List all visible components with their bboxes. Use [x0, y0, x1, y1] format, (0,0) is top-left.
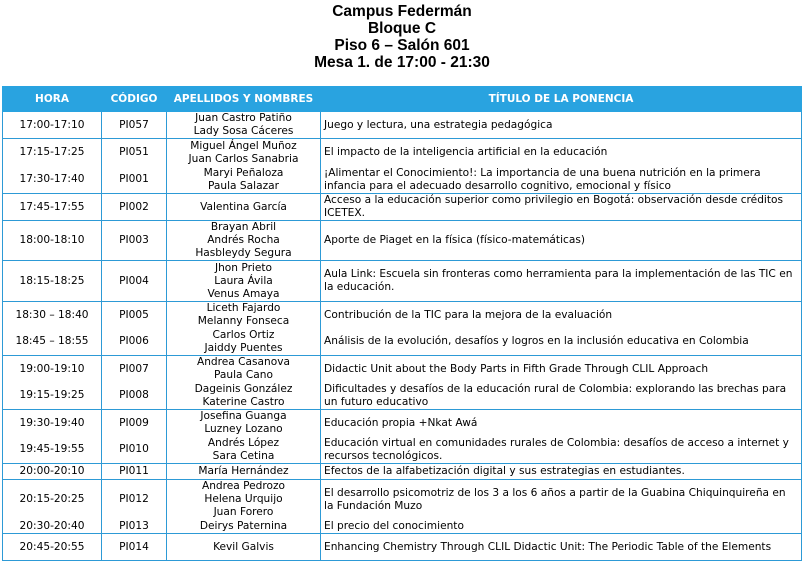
- cell-codigo: PI008: [102, 383, 167, 410]
- table-row: [3, 410, 802, 437]
- cell-nombres: [167, 221, 321, 261]
- cell-titulo: Acceso a la educación superior como privilegio en Bogotá: observación desde créditos ICETEX.: [321, 194, 802, 221]
- cell-titulo: Didactic Unit about the Body Parts in Fifth Grade Through CLIL Approach: [321, 356, 802, 383]
- cell-nombres: [167, 167, 321, 194]
- cell-titulo: Educación propia +Nkat Awá: [321, 410, 802, 437]
- cell-hora: 17:15-17:25: [3, 139, 102, 167]
- presenter-name: Lady Sosa Cáceres: [193, 125, 294, 137]
- cell-nombres: [167, 480, 321, 520]
- table-row: [3, 167, 802, 194]
- cell-codigo: PI001: [102, 167, 167, 194]
- table-row: [3, 221, 802, 261]
- cell-codigo: PI057: [102, 112, 167, 139]
- presenter-name: Deirys Paternina: [199, 519, 288, 532]
- presenter-name: Carlos Ortiz: [212, 328, 275, 341]
- cell-titulo: Aporte de Piaget en la física (físico-matemáticas): [321, 221, 802, 261]
- cell-nombres: [167, 356, 321, 383]
- presenter-name: Dageinis González: [194, 382, 293, 395]
- cell-nombres: [167, 194, 321, 221]
- column-header-titulo: TÍTULO DE LA PONENCIA: [321, 87, 802, 112]
- cell-hora: 18:30 – 18:40: [3, 302, 102, 329]
- cell-hora: 20:45-20:55: [3, 534, 102, 561]
- table-row: [3, 112, 802, 139]
- cell-nombres: [167, 139, 321, 167]
- cell-titulo: ¡Alimentar el Conocimiento!: La importancia de una buena nutrición en la primera infancia para el adecuado desarrollo cognitivo, emocional y físico: [321, 167, 802, 194]
- cell-nombres: [167, 520, 321, 534]
- cell-codigo: PI009: [102, 410, 167, 437]
- schedule-rows: [3, 112, 802, 561]
- presenter-name: Liceth Fajardo: [206, 302, 281, 315]
- cell-codigo: PI004: [102, 261, 167, 302]
- session-title: Mesa 1. de 17:00 - 21:30: [314, 54, 490, 71]
- cell-titulo: Aula Link: Escuela sin fronteras como herramienta para la implementación de las TIC en la educación.: [321, 261, 802, 302]
- cell-codigo: PI012: [102, 480, 167, 520]
- presenter-name: Andrés López: [207, 436, 280, 449]
- cell-titulo: El precio del conocimiento: [321, 520, 802, 534]
- campus-title: Campus Federmán: [332, 3, 472, 20]
- cell-codigo: PI014: [102, 534, 167, 561]
- cell-codigo: PI051: [102, 139, 167, 167]
- presenter-name: Venus Amaya: [207, 287, 280, 300]
- schedule-table: [2, 86, 802, 561]
- cell-hora: 19:00-19:10: [3, 356, 102, 383]
- table-row: [3, 464, 802, 480]
- cell-nombres: [167, 534, 321, 561]
- table-row: [3, 383, 802, 410]
- table-row: [3, 356, 802, 383]
- cell-nombres: [167, 437, 321, 464]
- presenter-name: Andrea Casanova: [196, 356, 291, 369]
- cell-hora: 18:15-18:25: [3, 261, 102, 302]
- presenter-name: Brayan Abril: [210, 221, 277, 233]
- presenter-name: Melanny Fonseca: [197, 315, 290, 328]
- cell-nombres: [167, 410, 321, 437]
- presenter-name: Paula Salazar: [208, 179, 279, 192]
- presenter-name: Kevil Galvis: [213, 540, 274, 553]
- table-row: [3, 194, 802, 221]
- cell-titulo: Análisis de la evolución, desafíos y logros en la inclusión educativa en Colombia: [321, 329, 802, 356]
- cell-titulo: El desarrollo psicomotriz de los 3 a los 6 años a partir de la Guabina Chiquinquireña en la Fundación Muzo: [321, 480, 802, 520]
- cell-codigo: PI010: [102, 437, 167, 464]
- cell-codigo: PI007: [102, 356, 167, 383]
- document-header: [0, 0, 804, 71]
- cell-codigo: PI002: [102, 194, 167, 221]
- presenter-name: María Hernández: [198, 465, 289, 477]
- presenter-name: Jhon Prieto: [214, 261, 273, 274]
- cell-hora: 20:00-20:10: [3, 464, 102, 480]
- table-row: [3, 139, 802, 167]
- cell-hora: 19:30-19:40: [3, 410, 102, 437]
- cell-hora: 17:30-17:40: [3, 167, 102, 194]
- presenter-name: Juan Carlos Sanabria: [188, 152, 299, 165]
- table-row: [3, 520, 802, 534]
- cell-codigo: PI003: [102, 221, 167, 261]
- cell-nombres: [167, 329, 321, 356]
- floor-room-title: Piso 6 – Salón 601: [334, 37, 470, 54]
- table-row: [3, 437, 802, 464]
- cell-hora: 17:00-17:10: [3, 112, 102, 139]
- cell-hora: 19:15-19:25: [3, 383, 102, 410]
- cell-titulo: Efectos de la alfabetización digital y sus estrategias en estudiantes.: [321, 464, 802, 480]
- table-row: [3, 302, 802, 329]
- cell-hora: 20:15-20:25: [3, 480, 102, 520]
- presenter-name: Laura Ávila: [214, 274, 273, 287]
- presenter-name: Valentina García: [200, 200, 287, 213]
- table-row: [3, 329, 802, 356]
- table-row: [3, 261, 802, 302]
- presenter-name: Helena Urquijo: [204, 493, 283, 506]
- presenter-name: Miguel Ángel Muñoz: [190, 139, 297, 152]
- cell-hora: 19:45-19:55: [3, 437, 102, 464]
- cell-nombres: [167, 383, 321, 410]
- block-title: Bloque C: [367, 20, 437, 37]
- presenter-name: Josefina Guanga: [200, 410, 287, 423]
- cell-hora: 18:45 – 18:55: [3, 329, 102, 356]
- table-header-row: [3, 87, 802, 112]
- presenter-name: Juan Forero: [213, 506, 274, 519]
- column-header-codigo: CÓDIGO: [102, 87, 167, 112]
- cell-hora: 17:45-17:55: [3, 194, 102, 221]
- cell-nombres: [167, 112, 321, 139]
- cell-titulo: Enhancing Chemistry Through CLIL Didactic Unit: The Periodic Table of the Elements: [321, 534, 802, 561]
- presenter-name: Andrea Pedrozo: [201, 480, 286, 493]
- table-row: [3, 534, 802, 561]
- cell-titulo: Educación virtual en comunidades rurales de Colombia: desafíos de acceso a internet y recursos tecnológicos.: [321, 437, 802, 464]
- cell-codigo: PI006: [102, 329, 167, 356]
- cell-titulo: Dificultades y desafíos de la educación rural de Colombia: explorando las brechas para un futuro educativo: [321, 383, 802, 410]
- cell-titulo: Contribución de la TIC para la mejora de la evaluación: [321, 302, 802, 329]
- presenter-name: Paula Cano: [213, 369, 273, 382]
- cell-codigo: PI013: [102, 520, 167, 534]
- cell-nombres: [167, 464, 321, 480]
- cell-nombres: [167, 302, 321, 329]
- cell-hora: 20:30-20:40: [3, 520, 102, 534]
- cell-titulo: Juego y lectura, una estrategia pedagógica: [321, 112, 802, 139]
- cell-hora: 18:00-18:10: [3, 221, 102, 261]
- presenter-name: Hasbleydy Segura: [195, 247, 292, 259]
- column-header-nombres: APELLIDOS Y NOMBRES: [167, 87, 321, 112]
- presenter-name: Sara Cetina: [212, 449, 275, 462]
- cell-titulo: El impacto de la inteligencia artificial en la educación: [321, 139, 802, 167]
- cell-codigo: PI005: [102, 302, 167, 329]
- presenter-name: Andrés Rocha: [207, 234, 280, 246]
- presenter-name: Katerine Castro: [202, 395, 285, 408]
- table-row: [3, 480, 802, 520]
- presenter-name: Juan Castro Patiño: [195, 112, 292, 124]
- presenter-name: Maryi Peñaloza: [203, 166, 284, 179]
- cell-nombres: [167, 261, 321, 302]
- column-header-hora: HORA: [3, 87, 102, 112]
- cell-codigo: PI011: [102, 464, 167, 480]
- presenter-name: Luzney Lozano: [204, 423, 283, 436]
- presenter-name: Jaiddy Puentes: [204, 341, 283, 354]
